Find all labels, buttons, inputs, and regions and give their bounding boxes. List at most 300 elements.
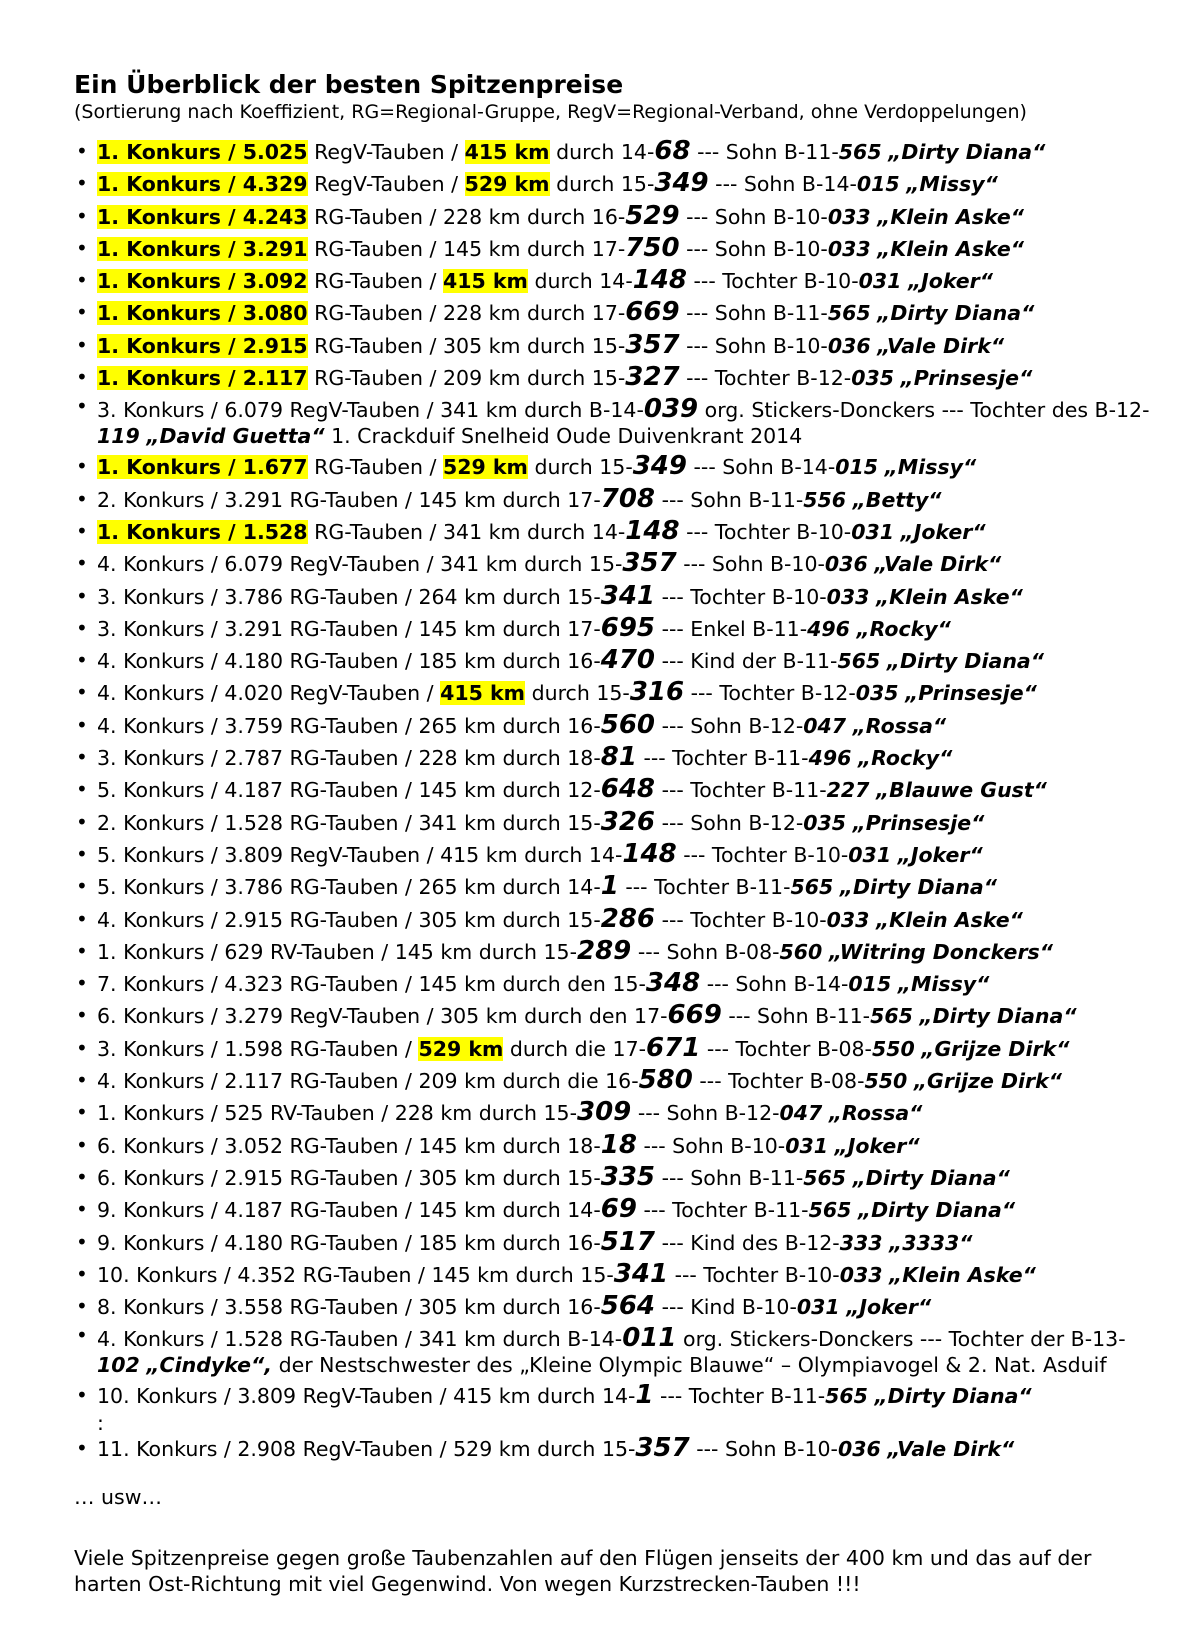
continuation-mark: : [97,1410,104,1435]
ring-prefix: 15- [612,972,646,997]
ring-number: 564 [600,1291,656,1322]
pigeon-name: „Dirty Diana“ [877,301,1035,326]
list-item [74,1433,1154,1465]
ring-number: 286 [600,903,656,934]
distance: 341 km [440,552,518,577]
list-item [74,516,1154,548]
distance: 265 km [418,875,496,900]
parent-ring: 031 [848,842,892,867]
list-item [74,1323,1154,1380]
pigeon-group: RV-Tauben / [269,1101,389,1126]
relation-text: --- Sohn B-10- [696,1436,838,1461]
list-item [74,1097,1154,1129]
document-page [74,70,1154,1597]
through-text: durch [527,204,586,229]
distance: 209 km [442,366,521,391]
ring-prefix: B-14- [567,1327,623,1352]
note-text: 1. Crackduif Snelheid Oude Duivenkrant 2014 [331,423,803,448]
pigeon-group: RG-Tauben / [289,1036,412,1061]
relation-text: --- Sohn B-10- [683,552,825,577]
list-item [74,871,1154,903]
distance: 185 km [418,649,496,674]
pigeon-name: „Dirty Diana“ [888,140,1046,164]
list-item [74,548,1154,580]
prize-rank: 2. Konkurs / 3.291 [97,487,284,512]
pigeon-group: RG-Tauben / [289,713,412,738]
distance: 228 km [442,301,521,326]
list-item [74,201,1154,233]
prize-rank: 4. Konkurs / 4.020 [97,681,284,706]
through-text: durch [515,1262,574,1287]
through-text: durch [502,1295,561,1320]
list-item [74,807,1154,839]
distance: 341 km [418,810,496,835]
pigeon-group: RG-Tauben / [289,875,412,900]
pigeon-group: RG-Tauben / [289,972,412,997]
through-text: durch [527,301,586,326]
distance: 265 km [418,713,496,738]
parent-ring: 496 [807,616,850,641]
ring-prefix: 14- [591,519,626,544]
relation-text: org. Stickers-Donckers --- Tochter des B-12- [704,398,1150,423]
distance: 145 km [418,487,496,512]
ring-number: 349 [654,168,709,199]
distance: 145 km [442,236,521,261]
pigeon-group: RG-Tauben / [314,204,437,229]
pigeon-group: RegV-Tauben / [289,842,434,867]
list-item [74,774,1154,806]
relation-text: --- Sohn B-12- [637,1101,780,1126]
list-item [74,613,1154,645]
ring-number: 316 [629,677,685,708]
prize-rank: 5. Konkurs / 4.187 [97,778,284,803]
prize-rank: 1. Konkurs / 1.528 [97,519,308,544]
pigeon-group: RG-Tauben / [289,1165,412,1190]
pigeon-group: RG-Tauben / [289,1230,412,1255]
relation-text: --- Sohn B-11- [686,301,828,326]
relation-text: --- Sohn B-11- [728,1004,871,1029]
ring-number: 580 [638,1065,693,1096]
prize-rank: 10. Konkurs / 3.809 [97,1384,297,1409]
ring-number: 750 [625,232,680,263]
prize-rank: 9. Konkurs / 4.180 [97,1230,284,1255]
ring-number: 470 [600,645,656,676]
parent-ring: 565 [827,301,871,326]
through-text: durch die [502,1069,599,1094]
distance: 341 km [442,519,521,544]
parent-ring: 031 [796,1295,840,1320]
through-text: durch [537,1384,596,1409]
ring-prefix: 17- [567,487,601,512]
through-text: durch [502,875,561,900]
through-text: durch [527,519,586,544]
pigeon-group: RegV-Tauben / [289,398,434,423]
pigeon-name: „Witring Donckers“ [828,939,1053,964]
pigeon-name: „Rocky“ [857,746,953,771]
list-item [74,233,1154,265]
ring-prefix: 16- [567,1295,601,1320]
distance: 145 km [394,939,473,964]
ring-number: 335 [600,1161,656,1192]
parent-ring: 036 [837,1436,881,1461]
ring-number: 69 [600,1194,637,1225]
ring-number: 326 [600,806,656,837]
pigeon-group: RG-Tauben / [314,236,437,261]
ring-prefix: 17- [567,616,601,641]
through-text: durch [502,713,561,738]
distance: 415 km [442,269,528,294]
pigeon-name: „Joker“ [846,1295,932,1320]
list-item [74,1194,1154,1226]
parent-ring: 047 [779,1101,823,1126]
distance: 341 km [418,1327,496,1352]
distance: 145 km [418,1198,496,1223]
list-item [74,362,1154,394]
parent-ring: 227 [826,778,870,803]
parent-ring: 033 [826,584,870,609]
pigeon-group: RegV-Tauben / [302,1436,447,1461]
prize-rank: 4. Konkurs / 6.079 [97,552,284,577]
parent-ring: 036 [827,333,871,358]
parent-ring: 496 [808,746,852,771]
through-text: durch [527,236,586,261]
through-text: durch [534,455,593,480]
pigeon-group: RG-Tauben / [289,907,412,932]
ring-number: 289 [577,935,632,966]
relation-text: --- Kind des B-12- [661,1230,840,1255]
distance: 305 km [440,1004,518,1029]
through-text: durch [478,1101,537,1126]
parent-ring: 565 [825,1384,868,1409]
distance: 185 km [418,1230,496,1255]
pigeon-name: „David Guetta“ [146,423,325,448]
ring-number: 81 [600,742,637,773]
parent-ring: 035 [855,681,899,706]
list-item [74,904,1154,936]
pigeon-name: „Prinsesje“ [852,810,985,835]
pigeon-name: „Dirty Diana“ [919,1004,1077,1029]
pigeon-group: RegV-Tauben / [314,172,459,197]
prize-rank: 3. Konkurs / 2.787 [97,746,284,771]
ring-prefix: 15- [567,810,601,835]
pigeon-group: RG-Tauben / [289,616,412,641]
parent-ring: 015 [835,455,879,480]
distance: 145 km [431,1262,509,1287]
ring-prefix: 18- [567,1133,601,1158]
parent-ring: 033 [827,236,871,261]
relation-text: --- Sohn B-14- [693,455,836,480]
prize-rank: 4. Konkurs / 1.528 [97,1327,284,1352]
pigeon-group: RG-Tauben / [289,778,412,803]
pigeon-name: „Blauwe Gust“ [875,778,1047,803]
parent-ring: 031 [785,1133,828,1158]
ring-number: 357 [635,1432,690,1463]
parent-ring: 119 [97,423,140,448]
distance: 145 km [418,778,496,803]
ring-number: 1 [635,1380,654,1411]
through-text: durch [502,810,561,835]
relation-text: --- Tochter B-12- [690,681,856,706]
ring-prefix: 15- [580,1262,614,1287]
ring-prefix: 14- [601,1384,636,1409]
ring-prefix: 16- [605,1069,639,1094]
page-title: Ein Überblick der besten Spitzenpreise [74,70,624,99]
distance: 415 km [440,842,518,867]
relation-text: --- Kind B-10- [661,1295,797,1320]
through-text: durch [502,1327,561,1352]
through-text: durch den [502,972,606,997]
etc-text: … usw… [74,1484,162,1509]
distance: 264 km [418,584,496,609]
pigeon-group: RegV-Tauben / [289,1004,434,1029]
relation-text: --- Tochter B-10- [693,269,859,294]
distance: 529 km [418,1036,504,1061]
distance: 415 km [453,1384,531,1409]
ring-prefix: 15- [567,907,601,932]
through-text: durch [478,939,537,964]
through-text: durch [556,172,615,197]
parent-ring: 565 [803,1165,847,1190]
pigeon-name: „Klein Aske“ [875,584,1023,609]
pigeon-group: RG-Tauben / [289,1327,412,1352]
list-item [74,168,1154,200]
list-item [74,1000,1154,1032]
pigeon-group: RegV-Tauben / [289,681,434,706]
ring-number: 148 [625,515,680,546]
list-item [74,677,1154,709]
ring-prefix: 14- [599,269,633,294]
through-text: durch [502,616,561,641]
ring-number: 1 [600,871,619,902]
closing-paragraph: Viele Spitzenpreise gegen große Taubenzahlen auf den Flügen jenseits der 400 km und das auf der harten Ost-Richtung mit viel Gegenwind. Von wegen Kurzstrecken-Tauben !!! [74,1545,1092,1596]
ring-number: 327 [625,362,680,393]
note-text: der Nestschwester des „Kleine Olympic Blauwe“ – Olympiavogel & 2. Nat. Asduif [278,1352,1107,1377]
ring-number: 039 [643,394,699,425]
ring-number: 341 [600,580,656,611]
list-item [74,1227,1154,1259]
list-item [74,1291,1154,1323]
prize-rank: 3. Konkurs / 6.079 [97,398,284,423]
prize-rank: 5. Konkurs / 3.809 [97,842,284,867]
parent-ring: 565 [790,875,834,900]
list-item [74,136,1154,168]
pigeon-name: „Klein Aske“ [875,907,1023,932]
list-item [74,710,1154,742]
distance: 145 km [418,616,496,641]
pigeon-name: „Grijze Dirk“ [921,1036,1070,1061]
parent-ring: 565 [870,1004,913,1029]
parent-ring: 035 [851,366,894,391]
prize-rank: 3. Konkurs / 3.291 [97,616,284,641]
through-text: durch [537,1436,596,1461]
prize-rank: 1. Konkurs / 629 [97,939,264,964]
ring-prefix: 16- [567,1230,601,1255]
ring-prefix: 15- [543,939,577,964]
ring-prefix: 16- [567,713,601,738]
distance: 529 km [464,172,550,197]
pigeon-name: „Missy“ [884,455,977,480]
list-item [74,742,1154,774]
relation-text: --- Sohn B-11- [661,487,804,512]
parent-ring: 047 [803,713,847,738]
prize-rank: 6. Konkurs / 3.052 [97,1133,284,1158]
pigeon-group: RG-Tauben / [314,519,437,544]
list-item [74,394,1154,451]
list-item [74,1259,1154,1291]
relation-text: --- Kind der B-11- [661,649,838,674]
ring-number: 671 [646,1032,701,1063]
through-text: durch [502,907,561,932]
pigeon-name: „Prinsesje“ [900,366,1033,391]
pigeon-name: „3333“ [889,1230,973,1255]
ring-number: 529 [625,200,680,231]
ring-prefix: 15- [567,1165,601,1190]
ring-prefix: 12- [567,778,601,803]
ring-prefix: 15- [591,366,626,391]
pigeon-group: RV-Tauben / [269,939,389,964]
parent-ring: 550 [864,1069,908,1094]
ring-prefix: 15- [591,333,626,358]
list-item [74,1065,1154,1097]
ring-number: 708 [600,483,656,514]
through-text: durch [502,1165,561,1190]
parent-ring: 031 [858,269,902,294]
parent-ring: 033 [839,1262,883,1287]
pigeon-group: RG-Tauben / [314,269,437,294]
list-item [74,265,1154,297]
ring-prefix: 15- [567,584,601,609]
pigeon-group: RG-Tauben / [289,746,412,771]
ring-prefix: 17- [591,236,626,261]
pigeon-group: RG-Tauben / [289,584,412,609]
relation-text: --- Tochter B-10- [683,842,849,867]
through-text: durch [502,1133,561,1158]
pigeon-name: „Klein Aske“ [877,236,1024,261]
distance: 529 km [442,455,528,480]
parent-ring: 015 [848,972,892,997]
pigeon-name: „Missy“ [897,972,990,997]
ring-number: 011 [622,1323,677,1354]
distance: 228 km [394,1101,473,1126]
relation-text: --- Tochter B-11- [643,1198,809,1223]
prize-rank: 1. Konkurs / 2.915 [97,333,308,358]
through-text: durch [502,584,561,609]
distance: 305 km [418,907,496,932]
prize-rank: 1. Konkurs / 4.329 [97,172,308,197]
through-text: durch [524,552,583,577]
through-text: durch [502,1230,561,1255]
ring-prefix: 15- [588,552,623,577]
relation-text: --- Tochter B-10- [686,519,852,544]
ring-prefix: 14- [567,875,601,900]
through-text: durch die [509,1036,607,1061]
pigeon-group: RG-Tauben / [314,366,437,391]
ring-number: 68 [654,136,691,166]
relation-text: --- Sohn B-14- [706,972,849,997]
pigeon-name: „Klein Aske“ [889,1262,1036,1287]
pigeon-name: „Vale Dirk“ [874,552,1002,577]
ring-number: 648 [600,774,656,805]
ring-prefix: 15- [599,455,633,480]
ring-prefix: 16- [567,649,601,674]
ring-number: 348 [645,968,701,999]
pigeon-name: „Dirty Diana“ [839,875,997,900]
ring-number: 517 [600,1226,656,1257]
prize-rank: 1. Konkurs / 4.243 [97,204,308,229]
prize-rank: 1. Konkurs / 3.291 [97,236,308,261]
pigeon-name: „Cindyke“, [146,1352,273,1377]
pigeon-group: RegV-Tauben / [314,140,459,164]
ring-prefix: 15- [601,1436,636,1461]
through-text: durch [531,681,590,706]
parent-ring: 550 [871,1036,915,1061]
pigeon-name: „Grijze Dirk“ [913,1069,1062,1094]
through-text: durch den [524,1004,628,1029]
distance: 228 km [418,746,496,771]
prize-list [74,136,1154,1465]
ring-prefix: 17- [634,1004,668,1029]
ring-number: 669 [625,297,680,328]
distance: 305 km [442,333,521,358]
relation-text: --- Tochter B-11- [661,778,827,803]
ring-number: 357 [622,548,677,579]
prize-rank: 9. Konkurs / 4.187 [97,1198,284,1223]
pigeon-name: „Joker“ [897,842,983,867]
relation-text: --- Sohn B-14- [715,172,857,197]
distance: 145 km [418,972,496,997]
ring-number: 357 [625,329,680,360]
parent-ring: 035 [803,810,847,835]
relation-text: --- Tochter B-10- [661,907,827,932]
relation-text: --- Tochter B-10- [674,1262,840,1287]
prize-rank: 1. Konkurs / 5.025 [97,140,308,164]
list-item [74,839,1154,871]
relation-text: --- Tochter B-08- [706,1036,872,1061]
pigeon-group: RG-Tauben / [289,649,412,674]
pigeon-group: RG-Tauben / [314,455,437,480]
prize-rank: 3. Konkurs / 1.598 [97,1036,284,1061]
relation-text: org. Stickers-Donckers --- Tochter der B-13- [683,1327,1126,1352]
pigeon-name: „Joker“ [907,269,993,294]
list-item [74,968,1154,1000]
pigeon-name: „Rocky“ [856,616,951,641]
prize-rank: 2. Konkurs / 1.528 [97,810,284,835]
distance: 341 km [440,398,518,423]
prize-rank: 1. Konkurs / 525 [97,1101,264,1126]
relation-text: --- Tochter B-11- [643,746,809,771]
pigeon-name: „Prinsesje“ [905,681,1037,706]
page-subtitle: (Sortierung nach Koeffizient, RG=Regional-Gruppe, RegV=Regional-Verband, ohne Verdoppelungen) [74,101,1027,123]
ring-prefix: 16- [591,204,626,229]
relation-text: --- Sohn B-12- [661,810,804,835]
parent-ring: 556 [803,487,847,512]
ring-number: 349 [632,451,687,482]
through-text: durch [534,269,593,294]
pigeon-name: „Klein Aske“ [877,204,1024,229]
distance: 209 km [418,1069,496,1094]
pigeon-group: RG-Tauben / [289,1133,412,1158]
relation-text: --- Sohn B-10- [686,204,828,229]
relation-text: --- Sohn B-12- [661,713,804,738]
ring-prefix: 15- [596,681,630,706]
through-text: durch [502,487,561,512]
parent-ring: 333 [839,1230,883,1255]
pigeon-name: „Rossa“ [828,1101,923,1126]
ring-prefix: 15- [620,172,655,197]
list-item [74,1162,1154,1194]
relation-text: --- Tochter B-11- [660,1384,826,1409]
relation-text: --- Sohn B-11- [661,1165,804,1190]
